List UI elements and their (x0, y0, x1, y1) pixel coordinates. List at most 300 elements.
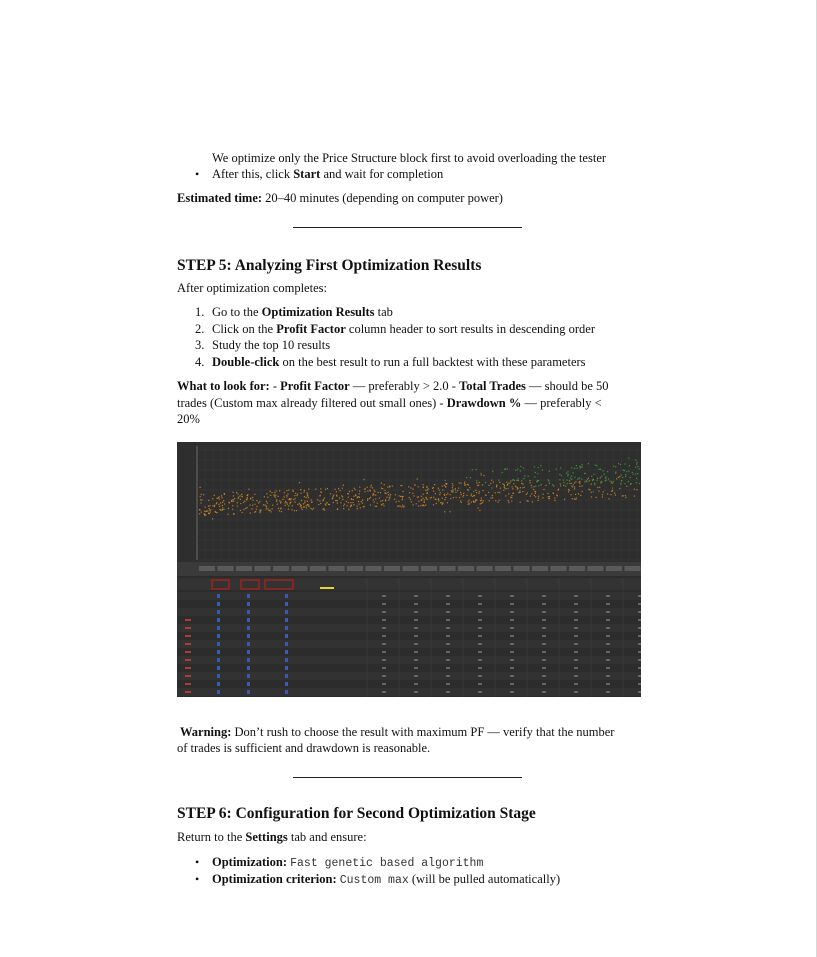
scatter-point (362, 500, 363, 501)
scatter-point (310, 508, 311, 509)
cell-marker (217, 634, 220, 638)
scatter-point (274, 495, 275, 496)
scatter-point (252, 500, 253, 501)
scatter-point (281, 501, 282, 502)
scatter-point (236, 492, 237, 493)
row-flag (185, 619, 191, 621)
table-row (177, 600, 641, 608)
scatter-point (288, 490, 289, 491)
scatter-point (439, 490, 440, 491)
scatter-point (278, 508, 279, 509)
scatter-point (370, 497, 371, 498)
table-cell (478, 611, 482, 613)
table-cell (414, 667, 418, 669)
step5-intro: After optimization completes: (177, 281, 327, 295)
scatter-point (306, 505, 307, 506)
tab-label (477, 566, 493, 571)
scatter-point (342, 496, 343, 497)
scatter-point (522, 491, 523, 492)
scatter-point (475, 499, 476, 500)
scatter-point (467, 484, 468, 485)
scatter-point (582, 491, 583, 492)
scatter-point (618, 477, 619, 478)
table-cell (510, 611, 514, 613)
scatter-point (384, 484, 385, 485)
table-cell (574, 643, 578, 645)
scatter-point (439, 494, 440, 495)
scatter-point (339, 497, 340, 498)
table-cell (638, 675, 641, 677)
scatter-point (237, 493, 238, 494)
scatter-point (387, 487, 388, 488)
scatter-point (481, 498, 482, 499)
scatter-point (307, 494, 308, 495)
cell-marker (285, 626, 288, 630)
scatter-point (472, 469, 473, 470)
tab-label (569, 566, 585, 571)
scatter-point (274, 492, 275, 493)
scatter-point (208, 500, 209, 501)
scatter-point (472, 496, 473, 497)
scatter-point (205, 514, 206, 515)
row-flag (185, 691, 191, 693)
scatter-point (372, 487, 373, 488)
table-cell (574, 611, 578, 613)
scatter-point (279, 500, 280, 501)
scatter-point (427, 487, 428, 488)
scatter-point (499, 492, 500, 493)
table-cell (638, 595, 641, 597)
scatter-point (284, 492, 285, 493)
scatter-point (364, 489, 365, 490)
row-flag (185, 635, 191, 637)
scatter-point (520, 470, 521, 471)
scatter-point (212, 505, 213, 506)
scatter-point (323, 508, 324, 509)
table-cell (542, 619, 546, 621)
scatter-point (444, 511, 445, 512)
scatter-point (200, 487, 201, 488)
table-cell (638, 627, 641, 629)
table-cell (606, 659, 610, 661)
scatter-point (442, 489, 443, 490)
scatter-point (216, 503, 217, 504)
cell-marker (285, 634, 288, 638)
scatter-point (479, 482, 480, 483)
scatter-point (367, 487, 368, 488)
scatter-point (222, 502, 223, 503)
scatter-point (574, 488, 575, 489)
scatter-point (355, 495, 356, 496)
scatter-point (394, 499, 395, 500)
table-cell (638, 659, 641, 661)
scatter-point (600, 483, 601, 484)
scatter-point (523, 478, 524, 479)
scatter-point (639, 483, 640, 484)
scatter-point (512, 488, 513, 489)
scatter-point (466, 477, 467, 478)
table-cell (542, 683, 546, 685)
scatter-point (249, 505, 250, 506)
row-flag (185, 659, 191, 661)
scatter-point (395, 494, 396, 495)
scatter-point (279, 510, 280, 511)
scatter-point (250, 498, 251, 499)
scatter-point (354, 488, 355, 489)
scatter-point (471, 495, 472, 496)
scatter-point (222, 505, 223, 506)
scatter-point (252, 497, 253, 498)
scatter-point (287, 504, 288, 505)
scatter-point (257, 506, 258, 507)
scatter-point (530, 496, 531, 497)
table-cell (606, 603, 610, 605)
scatter-point (335, 489, 336, 490)
scatter-point (288, 505, 289, 506)
scatter-point (580, 495, 581, 496)
table-cell (638, 667, 641, 669)
scatter-point (634, 496, 635, 497)
table-cell (606, 595, 610, 597)
scatter-point (455, 490, 456, 491)
scatter-point (582, 464, 583, 465)
scatter-point (516, 480, 517, 481)
scatter-point (402, 498, 403, 499)
scatter-point (513, 483, 514, 484)
scatter-point (343, 485, 344, 486)
scatter-point (628, 481, 629, 482)
scatter-point (543, 494, 544, 495)
scatter-point (570, 478, 571, 479)
scatter-point (332, 498, 333, 499)
scatter-point (574, 477, 575, 478)
scatter-point (254, 504, 255, 505)
scatter-point (599, 487, 600, 488)
scatter-point (571, 467, 572, 468)
scatter-point (388, 499, 389, 500)
scatter-point (358, 501, 359, 502)
table-cell (446, 683, 450, 685)
scatter-point (279, 490, 280, 491)
scatter-point (499, 482, 500, 483)
scatter-point (247, 494, 248, 495)
table-cell (574, 691, 578, 693)
scatter-point (267, 497, 268, 498)
scatter-point (442, 485, 443, 486)
scatter-point (288, 508, 289, 509)
scatter-point (548, 498, 549, 499)
scatter-point (210, 512, 211, 513)
cell-marker (247, 594, 250, 598)
scatter-point (423, 487, 424, 488)
scatter-point (502, 472, 503, 473)
scatter-point (389, 495, 390, 496)
scatter-point (608, 478, 609, 479)
scatter-point (547, 493, 548, 494)
scatter-point (199, 509, 200, 510)
table-cell (446, 691, 450, 693)
scatter-point (512, 493, 513, 494)
tab-label (514, 566, 530, 571)
scatter-point (425, 505, 426, 506)
table-cell (574, 683, 578, 685)
scatter-point (240, 499, 241, 500)
scatter-point (384, 490, 385, 491)
scatter-point (264, 496, 265, 497)
cell-marker (285, 690, 288, 694)
scatter-point (637, 462, 638, 463)
table-cell (574, 595, 578, 597)
scatter-point (285, 502, 286, 503)
scatter-point (574, 468, 575, 469)
scatter-point (556, 495, 557, 496)
scatter-point (446, 494, 447, 495)
scatter-point (400, 496, 401, 497)
scatter-point (388, 494, 389, 495)
scatter-point (534, 486, 535, 487)
scatter-point (574, 486, 575, 487)
scatter-point (304, 491, 305, 492)
table-cell (478, 675, 482, 677)
row-flag (185, 643, 191, 645)
scatter-point (489, 500, 490, 501)
scatter-point (616, 478, 617, 479)
scatter-point (200, 503, 201, 504)
scatter-point (624, 483, 625, 484)
scatter-point (374, 501, 375, 502)
table-cell (638, 619, 641, 621)
cell-marker (247, 690, 250, 694)
tab-label (273, 566, 289, 571)
scatter-point (199, 513, 200, 514)
scatter-point (480, 503, 481, 504)
scatter-point (379, 498, 380, 499)
scatter-point (333, 496, 334, 497)
scatter-point (465, 484, 466, 485)
scatter-point (527, 492, 528, 493)
scatter-point (540, 465, 541, 466)
scatter-point (444, 499, 445, 500)
scatter-point (209, 508, 210, 509)
list-number: 2. (195, 322, 205, 336)
screenshot-graphic (177, 442, 641, 697)
scatter-point (228, 514, 229, 515)
scatter-point (293, 491, 294, 492)
scatter-point (526, 494, 527, 495)
scatter-point (535, 496, 536, 497)
list-number: 4. (195, 355, 205, 369)
scatter-point (232, 505, 233, 506)
scatter-point (600, 481, 601, 482)
cell-marker (285, 610, 288, 614)
scatter-point (273, 494, 274, 495)
scatter-point (519, 490, 520, 491)
scatter-point (622, 477, 623, 478)
scatter-point (558, 490, 559, 491)
scatter-point (321, 492, 322, 493)
scatter-point (339, 490, 340, 491)
table-row (177, 632, 641, 640)
scatter-point (606, 480, 607, 481)
scatter-point (338, 488, 339, 489)
scatter-point (603, 491, 604, 492)
scatter-point (306, 497, 307, 498)
scatter-point (291, 509, 292, 510)
scatter-point (587, 479, 588, 480)
scatter-point (625, 474, 626, 475)
scatter-point (382, 500, 383, 501)
cell-marker (247, 626, 250, 630)
scatter-point (275, 495, 276, 496)
tab-label (347, 566, 363, 571)
scatter-point (578, 493, 579, 494)
scatter-point (636, 478, 637, 479)
scatter-point (427, 499, 428, 500)
scatter-point (521, 483, 522, 484)
scatter-point (282, 499, 283, 500)
scatter-point (507, 484, 508, 485)
scatter-point (241, 494, 242, 495)
scatter-point (455, 488, 456, 489)
table-cell (606, 651, 610, 653)
scatter-point (471, 494, 472, 495)
scatter-point (418, 501, 419, 502)
scatter-point (280, 508, 281, 509)
scatter-point (304, 502, 305, 503)
scatter-point (374, 490, 375, 491)
scatter-point (524, 476, 525, 477)
scatter-point (541, 484, 542, 485)
scatter-point (442, 504, 443, 505)
scatter-point (355, 489, 356, 490)
scatter-point (505, 468, 506, 469)
scatter-point (353, 504, 354, 505)
scatter-point (597, 487, 598, 488)
scatter-point (381, 488, 382, 489)
scatter-point (481, 503, 482, 504)
scatter-point (545, 485, 546, 486)
scatter-point (528, 501, 529, 502)
scatter-point (319, 495, 320, 496)
table-cell (478, 619, 482, 621)
scatter-point (534, 466, 535, 467)
scatter-point (528, 476, 529, 477)
scatter-point (252, 505, 253, 506)
scatter-point (576, 497, 577, 498)
scatter-point (468, 504, 469, 505)
scatter-point (346, 501, 347, 502)
scatter-point (313, 508, 314, 509)
scatter-point (563, 482, 564, 483)
scatter-point (479, 510, 480, 511)
scatter-point (444, 495, 445, 496)
scatter-point (304, 506, 305, 507)
optimization-results-screenshot (177, 442, 641, 697)
table-cell (510, 603, 514, 605)
scatter-point (351, 499, 352, 500)
scatter-point (337, 508, 338, 509)
scatter-point (402, 496, 403, 497)
table-row (177, 624, 641, 632)
scatter-point (208, 505, 209, 506)
scatter-point (574, 482, 575, 483)
cell-marker (247, 650, 250, 654)
scatter-point (588, 463, 589, 464)
scatter-point (359, 493, 360, 494)
scatter-point (630, 483, 631, 484)
table-cell (446, 643, 450, 645)
scatter-point (508, 493, 509, 494)
scatter-point (473, 501, 474, 502)
scatter-point (474, 501, 475, 502)
cell-marker (285, 618, 288, 622)
table-cell (510, 635, 514, 637)
cell-marker (247, 658, 250, 662)
scatter-point (247, 507, 248, 508)
scatter-point (464, 483, 465, 484)
tab-label (495, 566, 511, 571)
scatter-point (315, 489, 316, 490)
cell-marker (217, 650, 220, 654)
scatter-point (464, 481, 465, 482)
scatter-point (417, 497, 418, 498)
scatter-point (459, 497, 460, 498)
scatter-point (351, 505, 352, 506)
scatter-point (496, 484, 497, 485)
scatter-point (216, 498, 217, 499)
scatter-point (233, 495, 234, 496)
scatter-point (578, 482, 579, 483)
scatter-point (600, 477, 601, 478)
scatter-point (453, 489, 454, 490)
scatter-point (480, 473, 481, 474)
scatter-point (308, 489, 309, 490)
scatter-point (285, 501, 286, 502)
scatter-point (220, 502, 221, 503)
scatter-point (427, 493, 428, 494)
scatter-point (613, 466, 614, 467)
scatter-point (600, 469, 601, 470)
table-cell (542, 643, 546, 645)
scatter-point (447, 493, 448, 494)
step4-note: We optimize only the Price Structure block first to avoid overloading the tester (212, 151, 607, 165)
scatter-point (364, 479, 365, 480)
scatter-point (386, 497, 387, 498)
cell-marker (217, 642, 220, 646)
scatter-point (347, 493, 348, 494)
table-cell (478, 643, 482, 645)
scatter-point (521, 480, 522, 481)
tab-label (255, 566, 271, 571)
scatter-point (537, 481, 538, 482)
scatter-point (311, 501, 312, 502)
scatter-point (446, 483, 447, 484)
table-cell (446, 659, 450, 661)
scatter-point (435, 499, 436, 500)
table-cell (606, 619, 610, 621)
scatter-point (326, 502, 327, 503)
scatter-point (418, 496, 419, 497)
scatter-point (410, 487, 411, 488)
look-for-line3: 20% (177, 412, 200, 426)
scatter-point (475, 469, 476, 470)
scatter-point (445, 497, 446, 498)
table-cell (414, 643, 418, 645)
scatter-point (568, 491, 569, 492)
cell-marker (217, 674, 220, 678)
scatter-point (237, 506, 238, 507)
scatter-point (564, 499, 565, 500)
